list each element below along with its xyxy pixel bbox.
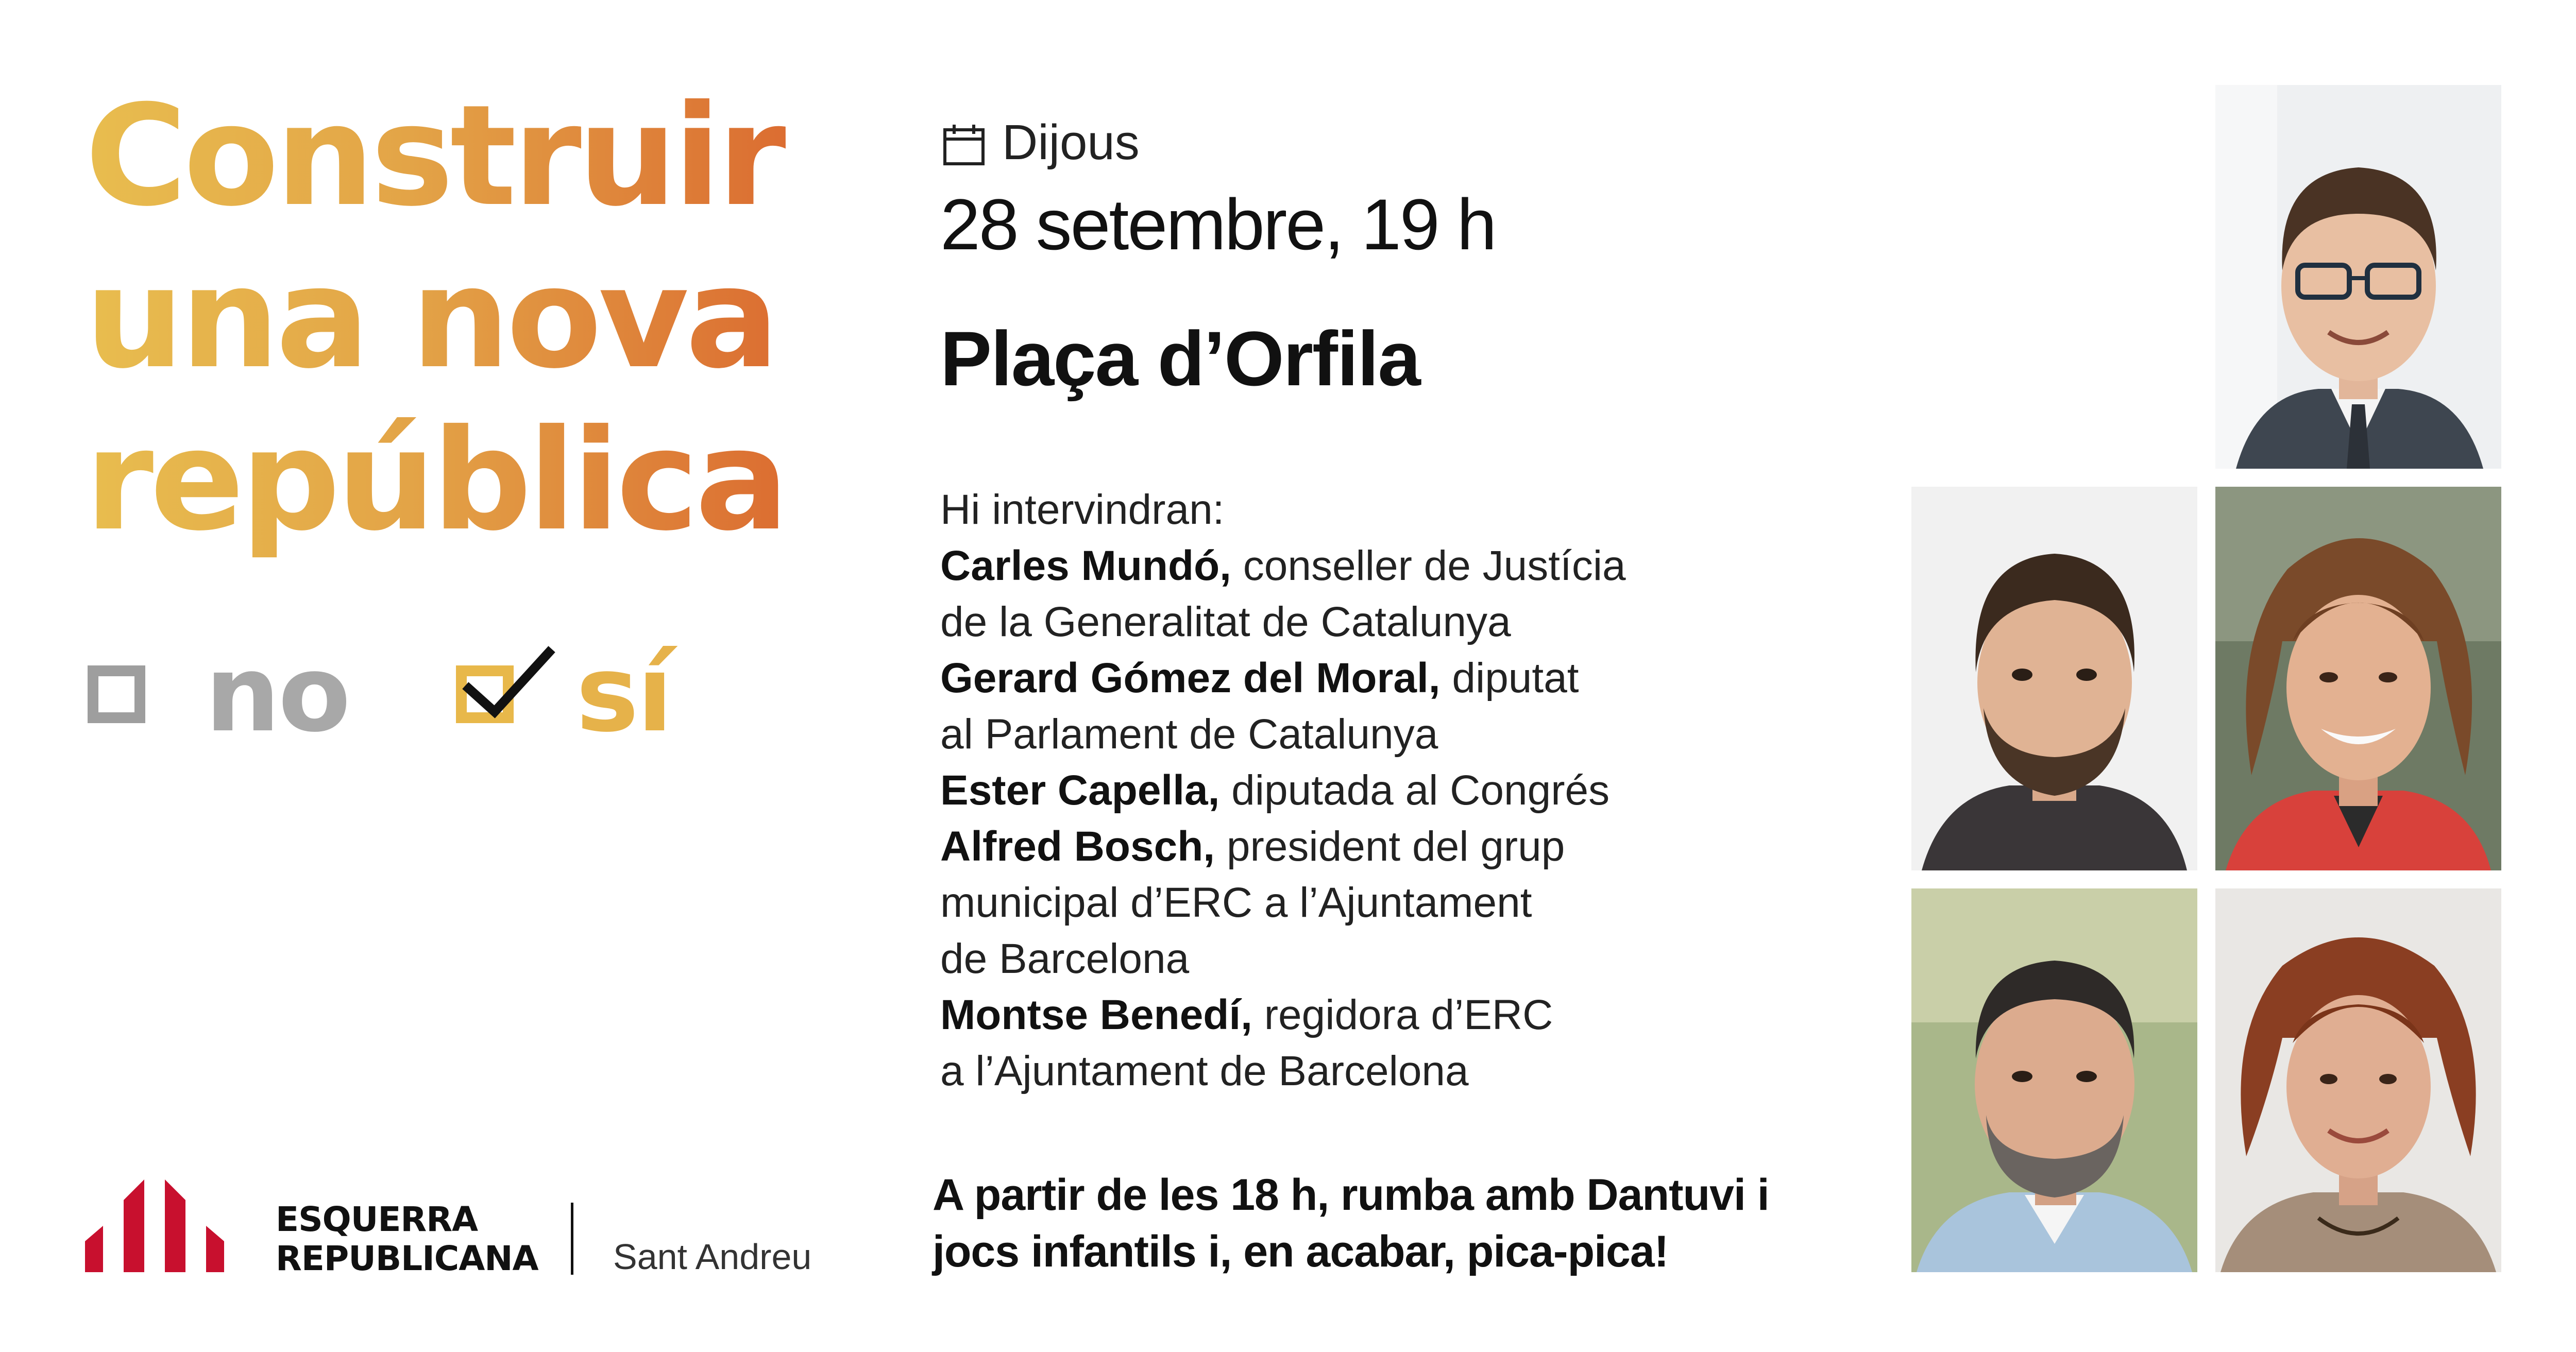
program-note-line: jocs infantils i, en acabar, pica-pica! (933, 1227, 1669, 1276)
speaker-role: municipal d’ERC a l’Ajuntament (940, 879, 1532, 926)
headline-line: república (85, 399, 786, 561)
speaker-name: Montse Benedí, (940, 991, 1252, 1038)
speaker-name: Alfred Bosch, (940, 823, 1215, 870)
speaker-role: president del grup (1215, 823, 1565, 870)
portrait-photo (2215, 888, 2501, 1272)
headline-line: Construir (85, 75, 783, 237)
speaker-name: Carles Mundó, (940, 542, 1231, 589)
portrait-photo (2215, 487, 2501, 870)
program-note-line: A partir de les 18 h, rumba amb Dantuvi i (933, 1170, 1769, 1220)
speaker-role: regidora d’ERC (1252, 991, 1553, 1038)
speaker-photo-5 (2215, 888, 2501, 1272)
speaker-role: diputada al Congrés (1219, 767, 1610, 814)
speakers-list (940, 482, 1713, 1099)
event-place: Plaça d’Orfila (940, 315, 1420, 402)
checkmark-icon (459, 635, 562, 738)
speaker-name: Ester Capella, (940, 767, 1220, 814)
si-label: sí (576, 633, 671, 756)
speaker-photo-3 (2215, 487, 2501, 870)
speaker-role: conseller de Justícia (1231, 542, 1626, 589)
logo-line: ESQUERRA (276, 1200, 478, 1239)
logo-line: REPUBLICANA (276, 1239, 538, 1278)
speaker-role: a l’Ajuntament de Barcelona (940, 1048, 1469, 1094)
erc-logo-icon (85, 1179, 240, 1272)
headline-line: una nova (85, 237, 776, 399)
portrait-photo (1911, 487, 2197, 870)
speaker-role: diputat (1440, 655, 1579, 701)
speaker-entry (940, 762, 1713, 818)
speaker-photo-4 (1911, 888, 2197, 1272)
no-label: no (205, 633, 349, 756)
calendar-icon (943, 124, 985, 166)
speaker-entry (940, 818, 1713, 875)
program-note (933, 1167, 1808, 1280)
speaker-role: al Parlament de Catalunya (940, 711, 1438, 758)
speaker-name: Gerard Gómez del Moral, (940, 655, 1440, 701)
speaker-entry (940, 650, 1713, 706)
speaker-photo-2 (1911, 487, 2197, 870)
event-day: Dijous (1002, 115, 1140, 170)
logo-wordmark (276, 1200, 538, 1278)
event-date: 28 setembre, 19 h (940, 184, 1496, 265)
speaker-role: de la Generalitat de Catalunya (940, 598, 1511, 645)
headline (85, 75, 806, 561)
speaker-role: de Barcelona (940, 935, 1190, 982)
speaker-entry (940, 987, 1713, 1043)
portrait-photo (2215, 85, 2501, 469)
logo-local-section: Sant Andreu (613, 1237, 812, 1277)
portrait-photo (1911, 888, 2197, 1272)
no-checkbox-icon (88, 665, 145, 723)
speaker-entry (940, 538, 1713, 594)
speakers-intro: Hi intervindran: (940, 486, 1225, 533)
speaker-photo-1 (2215, 85, 2501, 469)
logo-divider (571, 1203, 573, 1275)
